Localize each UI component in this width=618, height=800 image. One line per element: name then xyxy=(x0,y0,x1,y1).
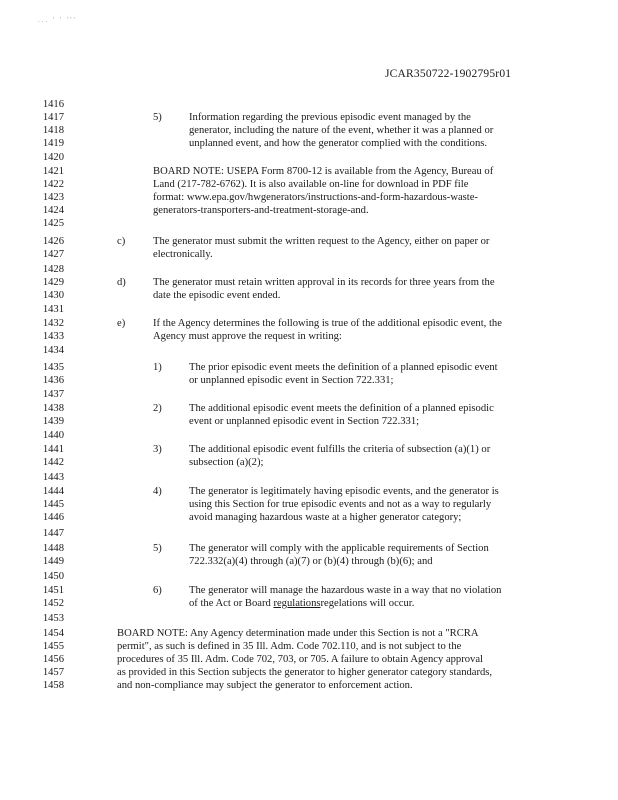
item-e6-line-2-prefix: of the Act or Board xyxy=(189,598,274,609)
board-note-2-line-1: BOARD NOTE: Any Agency determination made under this Section is not a "RCRA xyxy=(117,628,479,639)
item-e4-line-1: The generator is legitimately having episodic events, and the generator is xyxy=(189,486,499,497)
line-number: 1441 xyxy=(42,444,64,455)
line-number: 1427 xyxy=(42,249,64,260)
item-e6-line-2-suffix: will occur. xyxy=(367,598,415,609)
subsection-c-label: c) xyxy=(117,236,126,247)
item-e3-line-2: subsection (a)(2); xyxy=(189,457,264,468)
board-note-2-line-4: as provided in this Section subjects the generator to higher generator category standards, xyxy=(117,667,493,678)
line-number: 1416 xyxy=(42,99,64,110)
subsection-e-line-2: Agency must approve the request in writing: xyxy=(153,331,342,342)
item-e1-line-2: or unplanned episodic event in Section 722.331; xyxy=(189,375,394,386)
item-e6-line-2 xyxy=(189,597,414,610)
line-number: 1430 xyxy=(42,290,64,301)
line-number: 1421 xyxy=(42,166,64,177)
line-number: 1434 xyxy=(42,345,64,356)
line-number: 1425 xyxy=(42,218,64,229)
line-number: 1428 xyxy=(42,264,64,275)
item-5-line-2: generator, including the nature of the event, whether it was a planned or xyxy=(189,125,494,136)
line-number: 1431 xyxy=(42,304,64,315)
line-number: 1457 xyxy=(42,667,64,678)
scan-mark: ... ' ' ''' xyxy=(38,16,77,24)
line-number: 1452 xyxy=(42,598,64,609)
line-number: 1442 xyxy=(42,457,64,468)
line-number: 1420 xyxy=(42,152,64,163)
deleted-text: regelations xyxy=(320,598,367,609)
board-note-1-line-3: format: www.epa.gov/hwgenerators/instructions-and-form-hazardous-waste- xyxy=(153,192,478,203)
subsection-e-line-1: If the Agency determines the following is true of the additional episodic event, the xyxy=(153,318,502,329)
item-e4-line-3: avoid managing hazardous waste at a higher generator category; xyxy=(189,512,462,523)
line-number: 1453 xyxy=(42,613,64,624)
subsection-e-label: e) xyxy=(117,318,126,329)
line-number: 1417 xyxy=(42,112,64,123)
line-number: 1440 xyxy=(42,430,64,441)
line-number: 1448 xyxy=(42,543,64,554)
line-number: 1419 xyxy=(42,138,64,149)
line-number: 1449 xyxy=(42,556,64,567)
item-e4-line-2: using this Section for true episodic events and not as a way to regularly xyxy=(189,499,492,510)
document-id: JCAR350722-1902795r01 xyxy=(385,68,512,80)
item-e1-line-1: The prior episodic event meets the definition of a planned episodic event xyxy=(189,362,498,373)
item-e2-line-1: The additional episodic event meets the definition of a planned episodic xyxy=(189,403,494,414)
item-5-line-3: unplanned event, and how the generator complied with the conditions. xyxy=(189,138,488,149)
subsection-d-label: d) xyxy=(117,277,126,288)
line-number: 1444 xyxy=(42,486,64,497)
board-note-1-line-2: Land (217-782-6762). It is also available on-line for download in PDF file xyxy=(153,179,469,190)
line-number: 1432 xyxy=(42,318,64,329)
subsection-d-line-1: The generator must retain written approval in its records for three years from the xyxy=(153,277,495,288)
line-number: 1439 xyxy=(42,416,64,427)
line-number: 1426 xyxy=(42,236,64,247)
board-note-1-line-4: generators-transporters-and-treatment-storage-and. xyxy=(153,205,369,216)
item-e1-label: 1) xyxy=(153,362,162,373)
line-number: 1454 xyxy=(42,628,64,639)
subsection-c-line-2: electronically. xyxy=(153,249,213,260)
line-number: 1450 xyxy=(42,571,64,582)
line-number: 1433 xyxy=(42,331,64,342)
line-number: 1438 xyxy=(42,403,64,414)
item-e2-line-2: event or unplanned episodic event in Section 722.331; xyxy=(189,416,420,427)
board-note-1-line-1: BOARD NOTE: USEPA Form 8700-12 is available from the Agency, Bureau of xyxy=(153,166,494,177)
line-number: 1445 xyxy=(42,499,64,510)
board-note-2-line-2: permit", as such is defined in 35 Ill. Adm. Code 702.110, and is not subject to the xyxy=(117,641,462,652)
line-number: 1456 xyxy=(42,654,64,665)
item-e3-line-1: The additional episodic event fulfills the criteria of subsection (a)(1) or xyxy=(189,444,491,455)
line-number: 1435 xyxy=(42,362,64,373)
item-e5-label: 5) xyxy=(153,543,162,554)
subsection-c-line-1: The generator must submit the written request to the Agency, either on paper or xyxy=(153,236,490,247)
item-e6-line-1: The generator will manage the hazardous waste in a way that no violation xyxy=(189,585,502,596)
line-number: 1455 xyxy=(42,641,64,652)
line-number: 1423 xyxy=(42,192,64,203)
line-number: 1429 xyxy=(42,277,64,288)
line-number: 1418 xyxy=(42,125,64,136)
item-e6-label: 6) xyxy=(153,585,162,596)
board-note-2-line-3: procedures of 35 Ill. Adm. Code 702, 703, or 705. A failure to obtain Agency approval xyxy=(117,654,484,665)
item-5-line-1: Information regarding the previous episodic event managed by the xyxy=(189,112,471,123)
inserted-text: regulations xyxy=(273,598,321,609)
item-e2-label: 2) xyxy=(153,403,162,414)
board-note-2-line-5: and non-compliance may subject the generator to enforcement action. xyxy=(117,680,413,691)
line-number: 1447 xyxy=(42,528,64,539)
item-e4-label: 4) xyxy=(153,486,162,497)
line-number: 1443 xyxy=(42,472,64,483)
line-number: 1436 xyxy=(42,375,64,386)
line-number: 1446 xyxy=(42,512,64,523)
subsection-d-line-2: date the episodic event ended. xyxy=(153,290,281,301)
item-e5-line-1: The generator will comply with the applicable requirements of Section xyxy=(189,543,489,554)
line-number: 1437 xyxy=(42,389,64,400)
line-number: 1424 xyxy=(42,205,64,216)
item-e5-line-2: 722.332(a)(4) through (a)(7) or (b)(4) through (b)(6); and xyxy=(189,556,433,567)
item-e3-label: 3) xyxy=(153,444,162,455)
line-number: 1458 xyxy=(42,680,64,691)
item-5-label: 5) xyxy=(153,112,162,123)
line-number: 1422 xyxy=(42,179,64,190)
line-number: 1451 xyxy=(42,585,64,596)
